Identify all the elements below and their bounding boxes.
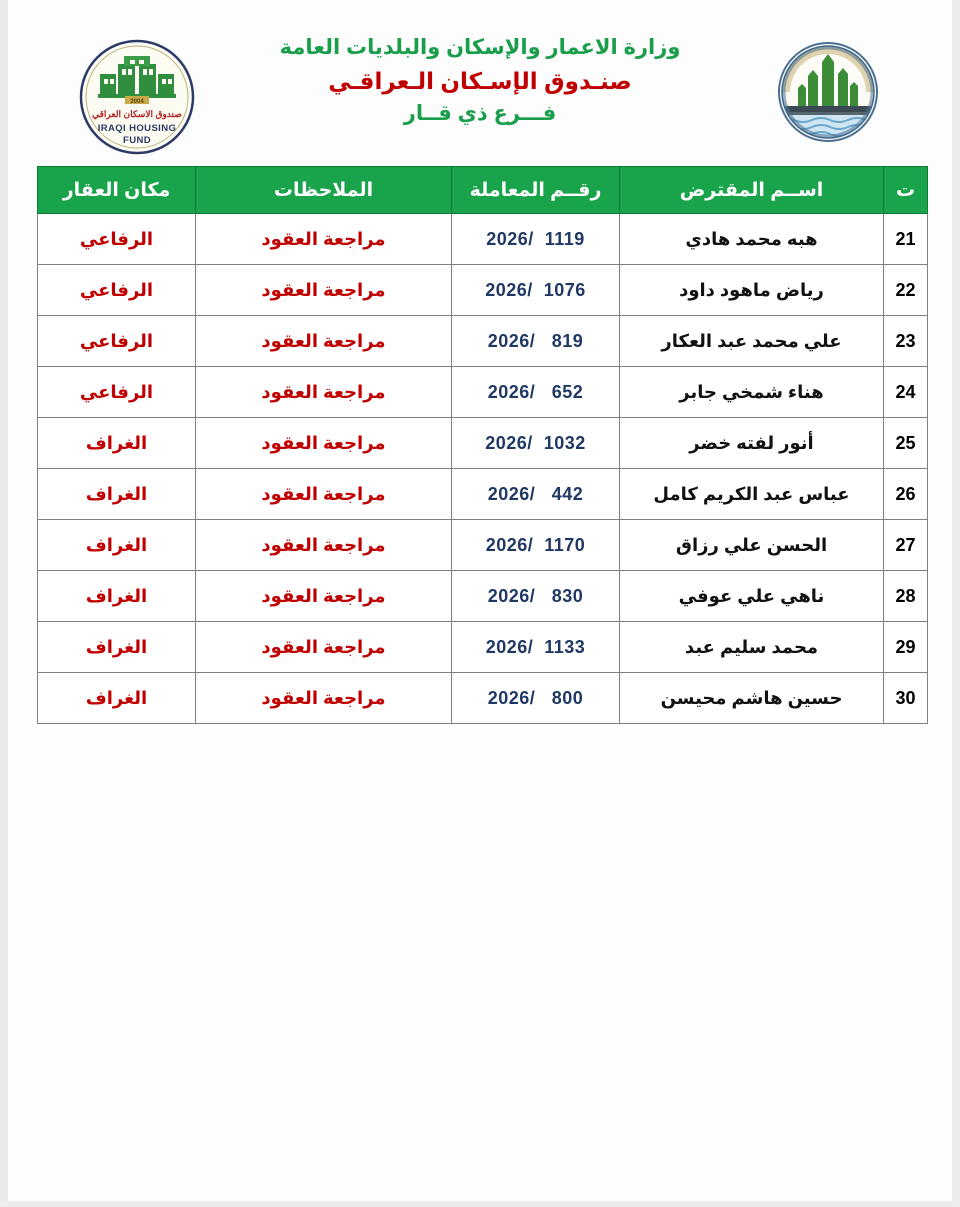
cell-notes: مراجعة العقود bbox=[196, 673, 452, 724]
transaction-number-text: 2026/ 1032 bbox=[485, 432, 586, 453]
cell-index: 26 bbox=[884, 469, 928, 520]
cell-transaction-number bbox=[452, 316, 620, 367]
table-header-row bbox=[38, 167, 928, 214]
table-row bbox=[38, 214, 928, 265]
column-header-place: مكان العقار bbox=[38, 167, 196, 214]
page-edge-left bbox=[0, 0, 8, 1207]
cell-index: 24 bbox=[884, 367, 928, 418]
table-row bbox=[38, 418, 928, 469]
cell-transaction-number bbox=[452, 571, 620, 622]
cell-property-place: الرفاعي bbox=[38, 265, 196, 316]
svg-text:صندوق الاسكان العراقي: صندوق الاسكان العراقي bbox=[92, 109, 182, 119]
svg-text:FUND: FUND bbox=[123, 135, 151, 146]
borrowers-table-container bbox=[38, 166, 928, 724]
cell-index: 25 bbox=[884, 418, 928, 469]
page-edge-right bbox=[952, 0, 960, 1207]
cell-borrower-name: أنور لفته خضر bbox=[620, 418, 884, 469]
cell-index: 23 bbox=[884, 316, 928, 367]
cell-borrower-name: علي محمد عبد العكار bbox=[620, 316, 884, 367]
cell-transaction-number bbox=[452, 622, 620, 673]
column-header-name: اســم المقترض bbox=[620, 167, 884, 214]
dhi-qar-emblem-logo bbox=[776, 40, 880, 144]
cell-transaction-number bbox=[452, 520, 620, 571]
cell-notes: مراجعة العقود bbox=[196, 622, 452, 673]
transaction-number-text: 2026/ 800 bbox=[487, 687, 584, 708]
cell-notes: مراجعة العقود bbox=[196, 520, 452, 571]
cell-borrower-name: عباس عبد الكريم كامل bbox=[620, 469, 884, 520]
cell-index: 27 bbox=[884, 520, 928, 571]
cell-transaction-number bbox=[452, 214, 620, 265]
cell-notes: مراجعة العقود bbox=[196, 214, 452, 265]
header-title-block bbox=[200, 34, 760, 128]
cell-index: 29 bbox=[884, 622, 928, 673]
cell-borrower-name: ناهي علي عوفي bbox=[620, 571, 884, 622]
table-row bbox=[38, 367, 928, 418]
cell-transaction-number bbox=[452, 367, 620, 418]
cell-notes: مراجعة العقود bbox=[196, 367, 452, 418]
branch-title: فـــرع ذي قــار bbox=[403, 102, 557, 126]
cell-notes: مراجعة العقود bbox=[196, 469, 452, 520]
borrowers-table bbox=[37, 166, 928, 724]
cell-property-place: الغراف bbox=[38, 622, 196, 673]
table-row bbox=[38, 520, 928, 571]
iraqi-housing-fund-logo bbox=[78, 38, 196, 156]
column-header-notes: الملاحظات bbox=[196, 167, 452, 214]
cell-index: 28 bbox=[884, 571, 928, 622]
cell-property-place: الغراف bbox=[38, 673, 196, 724]
transaction-number-text: 2026/ 1119 bbox=[486, 228, 585, 249]
table-row bbox=[38, 469, 928, 520]
cell-notes: مراجعة العقود bbox=[196, 316, 452, 367]
table-header bbox=[38, 167, 928, 214]
transaction-number-text: 2026/ 652 bbox=[487, 381, 584, 402]
transaction-number-text: 2026/ 442 bbox=[487, 483, 584, 504]
cell-property-place: الرفاعي bbox=[38, 214, 196, 265]
cell-transaction-number bbox=[452, 469, 620, 520]
cell-notes: مراجعة العقود bbox=[196, 418, 452, 469]
cell-property-place: الغراف bbox=[38, 571, 196, 622]
table-row bbox=[38, 622, 928, 673]
transaction-number-text: 2026/ 1170 bbox=[485, 534, 586, 555]
cell-index: 21 bbox=[884, 214, 928, 265]
table-row bbox=[38, 571, 928, 622]
cell-property-place: الغراف bbox=[38, 418, 196, 469]
cell-property-place: الغراف bbox=[38, 469, 196, 520]
table-row bbox=[38, 265, 928, 316]
cell-transaction-number bbox=[452, 265, 620, 316]
fund-title: صنـدوق الإسـكان الـعراقـي bbox=[328, 67, 632, 94]
table-row bbox=[38, 316, 928, 367]
cell-transaction-number bbox=[452, 418, 620, 469]
cell-transaction-number bbox=[452, 673, 620, 724]
transaction-number-text: 2026/ 1076 bbox=[485, 279, 586, 300]
table-row bbox=[38, 673, 928, 724]
svg-text:IRAQI HOUSING: IRAQI HOUSING bbox=[97, 123, 177, 134]
ministry-title: وزارة الاعمار والإسكان والبلديات العامة bbox=[279, 36, 681, 59]
svg-text:2004: 2004 bbox=[130, 99, 144, 105]
cell-borrower-name: هناء شمخي جابر bbox=[620, 367, 884, 418]
cell-notes: مراجعة العقود bbox=[196, 571, 452, 622]
transaction-number-text: 2026/ 819 bbox=[487, 330, 584, 351]
transaction-number-text: 2026/ 830 bbox=[487, 585, 584, 606]
cell-borrower-name: الحسن علي رزاق bbox=[620, 520, 884, 571]
cell-property-place: الرفاعي bbox=[38, 316, 196, 367]
cell-property-place: الغراف bbox=[38, 520, 196, 571]
column-header-transaction: رقــم المعاملة bbox=[452, 167, 620, 214]
cell-notes: مراجعة العقود bbox=[196, 265, 452, 316]
document-header bbox=[0, 0, 960, 165]
cell-borrower-name: محمد سليم عبد bbox=[620, 622, 884, 673]
column-header-index: ت bbox=[884, 167, 928, 214]
cell-borrower-name: رياض ماهود داود bbox=[620, 265, 884, 316]
cell-property-place: الرفاعي bbox=[38, 367, 196, 418]
cell-index: 22 bbox=[884, 265, 928, 316]
cell-borrower-name: حسين هاشم محيسن bbox=[620, 673, 884, 724]
cell-borrower-name: هبه محمد هادي bbox=[620, 214, 884, 265]
table-body bbox=[38, 214, 928, 724]
page-edge-bottom bbox=[0, 1201, 960, 1207]
transaction-number-text: 2026/ 1133 bbox=[485, 636, 586, 657]
cell-index: 30 bbox=[884, 673, 928, 724]
